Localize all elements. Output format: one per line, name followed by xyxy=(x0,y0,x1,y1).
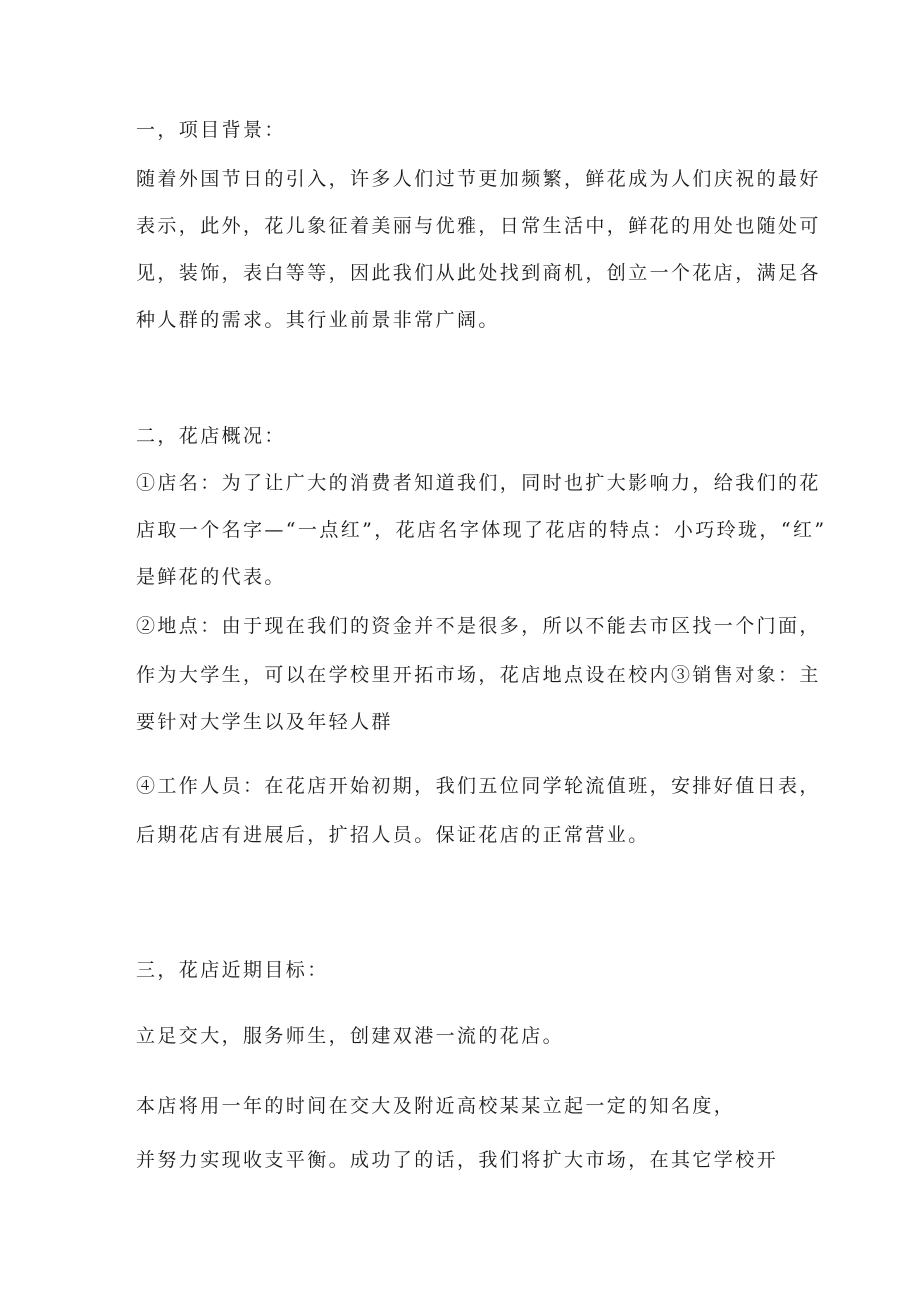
paragraph-line: 是鲜花的代表。 xyxy=(136,566,286,588)
paragraph-line: ④工作人员：在花店开始初期，我们五位同学轮流值班，安排好值日表， xyxy=(136,775,821,797)
paragraph-line: 店取一个名字—“一点红”，花店名字体现了花店的特点：小巧玲珑，“红” xyxy=(136,519,827,541)
paragraph-line: ②地点：由于现在我们的资金并不是很多，所以不能去市区找一个门面， xyxy=(136,615,821,637)
paragraph-line: 并努力实现收支平衡。成功了的话，我们将扩大市场，在其它学校开 xyxy=(136,1149,779,1171)
section-1-heading: 一，项目背景： xyxy=(136,119,286,141)
paragraph-line: 见，装饰，表白等等，因此我们从此处找到商机，创立一个花店，满足各 xyxy=(136,262,821,284)
paragraph-line: 立足交大，服务师生，创建双港一流的花店。 xyxy=(136,1025,565,1047)
paragraph-line: 种人群的需求。其行业前景非常广阔。 xyxy=(136,309,500,331)
paragraph-line: 本店将用一年的时间在交大及附近高校某某立起一定的知名度， xyxy=(136,1095,736,1117)
paragraph-line: ①店名：为了让广大的消费者知道我们，同时也扩大影响力，给我们的花 xyxy=(136,472,821,494)
paragraph-line: 后期花店有进展后，扩招人员。保证花店的正常营业。 xyxy=(136,824,650,846)
paragraph-line: 随着外国节日的引入，许多人们过节更加频繁，鲜花成为人们庆祝的最好 xyxy=(136,168,821,190)
paragraph-line: 表示，此外，花儿象征着美丽与优雅，日常生活中，鲜花的用处也随处可 xyxy=(136,215,821,237)
paragraph-line: 作为大学生，可以在学校里开拓市场，花店地点设在校内③销售对象：主 xyxy=(136,664,821,686)
section-3-heading: 三，花店近期目标： xyxy=(136,959,329,981)
paragraph-line: 要针对大学生以及年轻人群 xyxy=(136,711,393,733)
section-2-heading: 二，花店概况： xyxy=(136,425,286,447)
